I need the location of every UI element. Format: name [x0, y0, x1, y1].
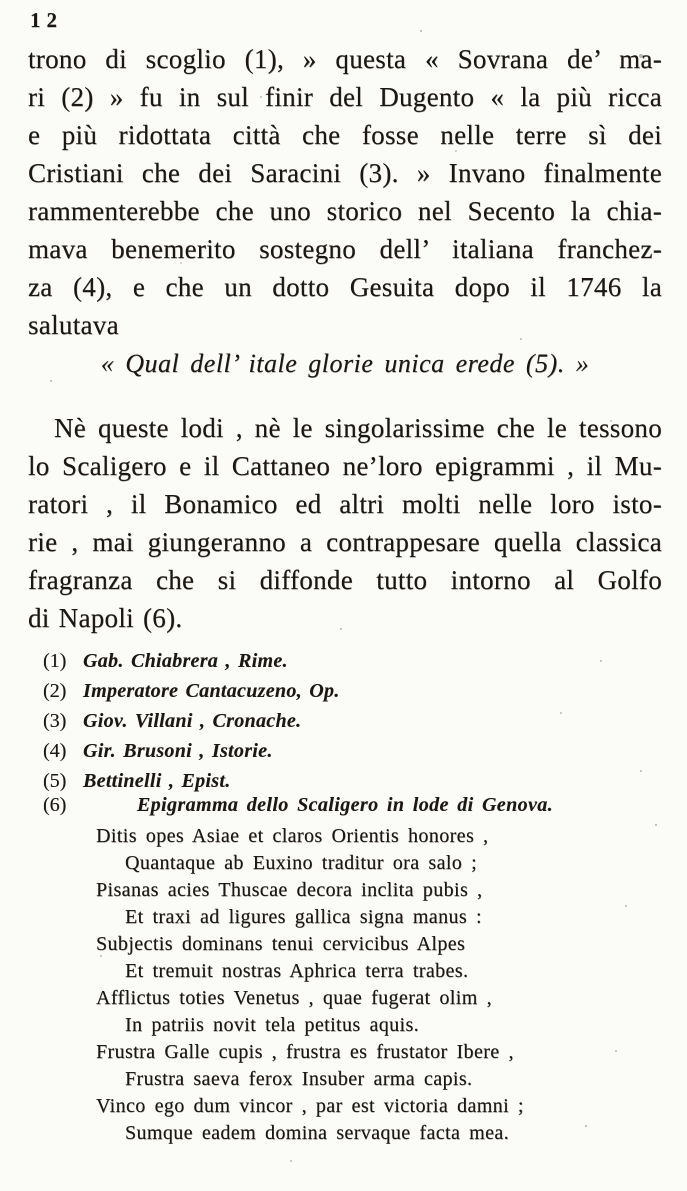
text-line: di Napoli (6). [28, 603, 183, 633]
footnote-text: Bettinelli , Epist. [83, 770, 231, 792]
verse-line: Quantaque ab Euxino traditur ora salo ; [125, 852, 478, 874]
text-line: e più ridottata città che fosse nelle terre sì dei [28, 120, 662, 150]
footnote-3 [28, 706, 662, 736]
text-line: ratori , il Bonamico ed altri molti nelle loro isto- [28, 489, 662, 519]
page-number: 12 [30, 8, 63, 32]
footnote-text: Gab. Chiabrera , Rime. [83, 650, 288, 672]
footnote-marker: (5) [43, 770, 67, 792]
footnote-marker: (1) [43, 650, 67, 672]
verse-line: Frustra saeva ferox Insuber arma capis. [125, 1068, 473, 1090]
verse-line: Pisanas acies Thuscae decora inclita pubis , [96, 879, 483, 901]
scan-speckles [0, 0, 2, 2]
footnote-text: Gir. Brusoni , Istorie. [83, 740, 273, 762]
verse-line: Sumque eadem domina servaque facta mea. [125, 1122, 510, 1144]
footnote-marker: (3) [43, 710, 67, 732]
verse-line: Afflictus toties Venetus , quae fugerat olim , [96, 987, 492, 1009]
footnote-marker: (4) [43, 740, 67, 762]
verse-line: In patriis novit tela petitus aquis. [125, 1014, 420, 1036]
text-line: rie , mai giungeranno a contrappesare quella classica [28, 527, 662, 557]
footnote-6 [28, 790, 662, 820]
text-line: za (4), e che un dotto Gesuita dopo il 1746 la [28, 272, 662, 302]
text-line: Nè queste lodi , nè le singolarissime che le tessono [54, 413, 662, 443]
footnote-marker: (2) [43, 680, 67, 702]
text-line: salutava [28, 310, 119, 340]
footnote-1 [28, 646, 662, 676]
latin-epigram [28, 823, 662, 1147]
text-line: lo Scaligero e il Cattaneo ne’loro epigrammi , il Mu- [28, 451, 662, 481]
footnote-text: Imperatore Cantacuzeno, Op. [83, 680, 340, 702]
footnote-4 [28, 736, 662, 766]
footnote-marker: (6) [43, 794, 67, 816]
text-line: fragranza che si diffonde tutto intorno al Golfo [28, 565, 662, 595]
text-line: rammenterebbe che uno storico nel Secento la chia- [28, 196, 662, 226]
epigram-heading: Epigramma dello Scaligero in lode di Genova. [136, 794, 554, 816]
footnote-2 [28, 676, 662, 706]
verse-line: Et tremuit nostras Aphrica terra trabes. [125, 960, 469, 982]
paragraph-2 [28, 409, 662, 637]
text-line: mava benemerito sostegno dell’ italiana franchez- [28, 234, 662, 264]
text-line: trono di scoglio (1), » questa « Sovrana de’ ma- [28, 44, 662, 74]
footnotes [28, 646, 662, 796]
verse-line: Ditis opes Asiae et claros Orientis honores , [96, 825, 489, 847]
verse-line: Subjectis dominans tenui cervicibus Alpes [96, 933, 466, 955]
text-line: ri (2) » fu in sul finir del Dugento « la più ricca [28, 82, 662, 112]
verse-line: Et traxi ad ligures gallica signa manus : [125, 906, 482, 928]
verse-line: Frustra Galle cupis , frustra es frustator Ibere , [96, 1041, 514, 1063]
verse-line: Vinco ego dum vincor , par est victoria damni ; [96, 1095, 524, 1117]
footnote-text: Giov. Villani , Cronache. [83, 710, 302, 732]
paragraph-1 [28, 40, 662, 344]
text-line: Cristiani che dei Saracini (3). » Invano finalmente [28, 158, 662, 188]
verse-quote: « Qual dell’ itale glorie unica erede (5). » [100, 349, 590, 378]
